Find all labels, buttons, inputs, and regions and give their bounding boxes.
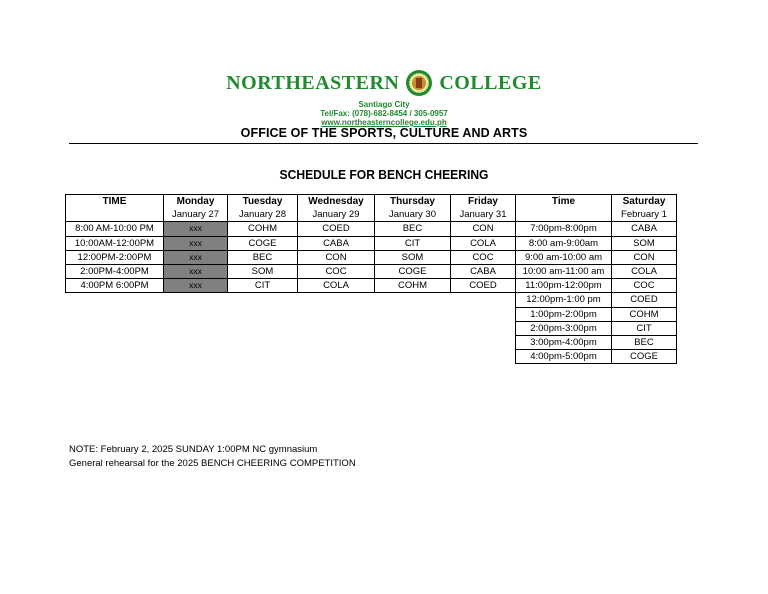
blocked-cell: xxx <box>164 236 228 250</box>
note-line-1: NOTE: February 2, 2025 SUNDAY 1:00PM NC gymnasium <box>69 444 318 455</box>
college-cell: CIT <box>375 236 451 250</box>
college-name-right: COLLEGE <box>439 71 542 94</box>
college-cell: COGE <box>612 350 677 364</box>
city: Santiago City <box>358 100 410 109</box>
time-slot-cell: 12:00PM-2:00PM <box>66 250 164 264</box>
time-slot-cell: 2:00pm-3:00pm <box>516 321 612 335</box>
table-row <box>516 264 677 278</box>
time-slot-cell: 3:00pm-4:00pm <box>516 335 612 349</box>
column-date: January 28 <box>228 208 298 222</box>
table-row <box>516 222 677 236</box>
table-row <box>516 236 677 250</box>
time-slot-cell: 11:00pm-12:00pm <box>516 279 612 293</box>
table-date-row <box>66 208 516 222</box>
time-slot-cell: 9:00 am-10:00 am <box>516 250 612 264</box>
college-cell: COED <box>298 222 375 236</box>
website-link[interactable]: www.northeasterncollege.edu.ph <box>321 118 447 127</box>
column-date <box>66 208 164 222</box>
table-row <box>516 293 677 307</box>
column-header: Saturday <box>612 195 677 209</box>
college-name-left: NORTHEASTERN <box>226 71 400 94</box>
college-cell: COED <box>612 293 677 307</box>
table-row <box>516 250 677 264</box>
time-slot-cell: 12:00pm-1:00 pm <box>516 293 612 307</box>
table-header-row <box>516 195 677 209</box>
college-cell: BEC <box>228 250 298 264</box>
table-row <box>66 279 516 293</box>
college-cell: COHM <box>228 222 298 236</box>
college-cell: COLA <box>451 236 516 250</box>
college-cell: COED <box>451 279 516 293</box>
table-row <box>516 279 677 293</box>
college-cell: COLA <box>612 264 677 278</box>
college-cell: SOM <box>228 264 298 278</box>
table-row <box>66 222 516 236</box>
blocked-cell: xxx <box>164 279 228 293</box>
blocked-cell: xxx <box>164 222 228 236</box>
college-cell: COLA <box>298 279 375 293</box>
college-cell: COHM <box>375 279 451 293</box>
college-cell: COC <box>451 250 516 264</box>
college-cell: CIT <box>612 321 677 335</box>
college-cell: CABA <box>612 222 677 236</box>
college-cell: COGE <box>228 236 298 250</box>
time-slot-cell: 8:00 AM-10:00 PM <box>66 222 164 236</box>
college-cell: CON <box>451 222 516 236</box>
column-header: Wednesday <box>298 195 375 209</box>
college-cell: SOM <box>375 250 451 264</box>
college-cell: CIT <box>228 279 298 293</box>
telfax: Tel/Fax: (078)-682-8454 / 305-0957 <box>320 109 448 118</box>
college-cell: COHM <box>612 307 677 321</box>
college-cell: CABA <box>298 236 375 250</box>
time-slot-cell: 4:00PM 6:00PM <box>66 279 164 293</box>
table-row <box>516 350 677 364</box>
column-header: Tuesday <box>228 195 298 209</box>
college-cell: BEC <box>375 222 451 236</box>
page-title: SCHEDULE FOR BENCH CHEERING <box>279 167 489 182</box>
header-divider <box>69 143 698 144</box>
column-date: January 30 <box>375 208 451 222</box>
table-row <box>516 335 677 349</box>
office-title: OFFICE OF THE SPORTS, CULTURE AND ARTS <box>240 126 528 140</box>
college-cell: CABA <box>451 264 516 278</box>
college-seal-icon <box>405 69 433 97</box>
time-slot-cell: 10:00AM-12:00PM <box>66 236 164 250</box>
time-slot-cell: 4:00pm-5:00pm <box>516 350 612 364</box>
table-row <box>516 321 677 335</box>
note-line-2: General rehearsal for the 2025 BENCH CHEERING COMPETITION <box>69 458 356 469</box>
column-date: February 1 <box>612 208 677 222</box>
table-row <box>516 307 677 321</box>
time-slot-cell: 7:00pm-8:00pm <box>516 222 612 236</box>
table-date-row <box>516 208 677 222</box>
column-date <box>516 208 612 222</box>
time-slot-cell: 2:00PM-4:00PM <box>66 264 164 278</box>
logo-row <box>0 66 768 100</box>
college-cell: COC <box>612 279 677 293</box>
college-cell: COC <box>298 264 375 278</box>
college-cell: SOM <box>612 236 677 250</box>
table-row <box>66 236 516 250</box>
blocked-cell: xxx <box>164 250 228 264</box>
blocked-cell: xxx <box>164 264 228 278</box>
column-date: January 29 <box>298 208 375 222</box>
time-slot-cell: 8:00 am-9:00am <box>516 236 612 250</box>
column-header: Thursday <box>375 195 451 209</box>
column-header: Time <box>516 195 612 209</box>
table-header-row <box>66 195 516 209</box>
college-cell: BEC <box>612 335 677 349</box>
college-cell: COGE <box>375 264 451 278</box>
college-cell: CON <box>612 250 677 264</box>
weekday-schedule-table <box>65 194 516 293</box>
column-header: Monday <box>164 195 228 209</box>
table-row <box>66 250 516 264</box>
column-date: January 27 <box>164 208 228 222</box>
time-slot-cell: 10:00 am-11:00 am <box>516 264 612 278</box>
table-row <box>66 264 516 278</box>
saturday-schedule-table <box>515 194 677 364</box>
college-cell: CON <box>298 250 375 264</box>
time-slot-cell: 1:00pm-2:00pm <box>516 307 612 321</box>
letterhead <box>0 66 768 127</box>
column-header: TIME <box>66 195 164 209</box>
column-date: January 31 <box>451 208 516 222</box>
column-header: Friday <box>451 195 516 209</box>
